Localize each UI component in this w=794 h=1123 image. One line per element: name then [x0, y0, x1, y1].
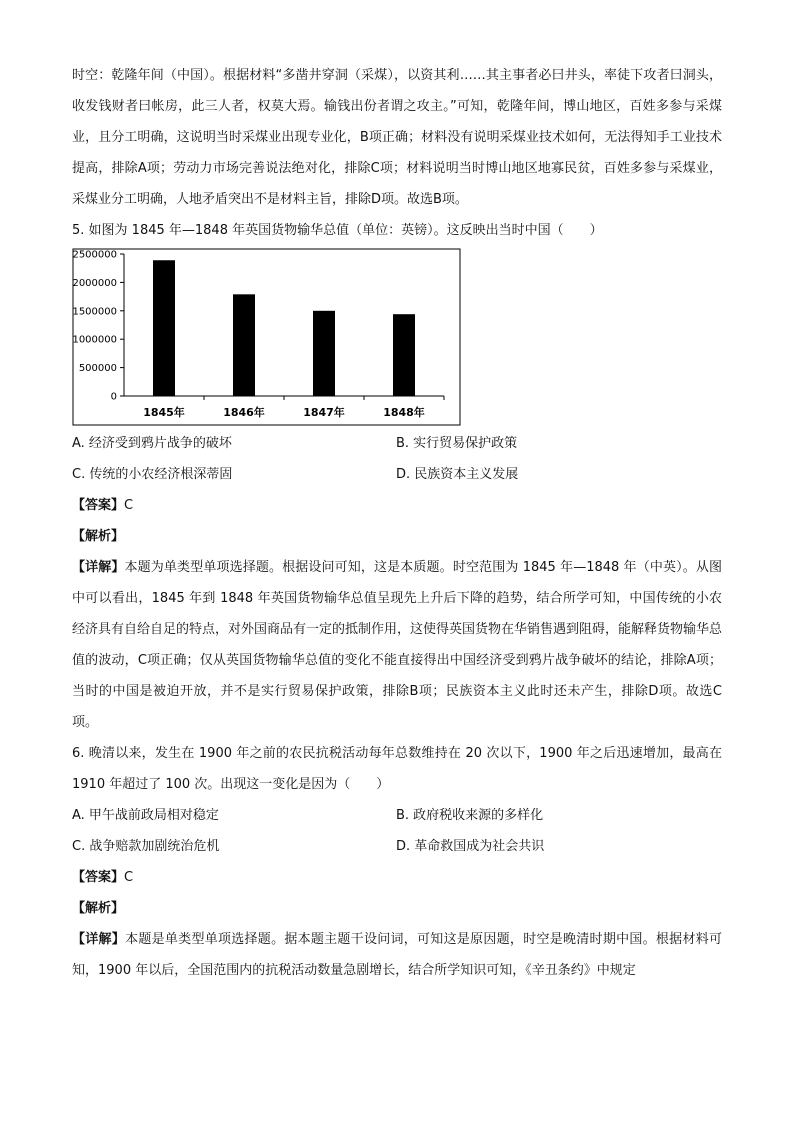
y-tick-label: 0 [110, 391, 117, 403]
q5-detail-label: 【详解】 [72, 560, 125, 575]
q5-options [72, 428, 722, 490]
q6-answer-label: 【答案】 [72, 870, 125, 885]
bar [393, 314, 415, 396]
q5-stem: 5. 如图为 1845 年—1848 年英国货物输华总值（单位：英镑）。这反映出当时中国（ ） [72, 223, 603, 238]
q6-jiexi-label: 【解析】 [72, 901, 125, 916]
y-tick-label: 2500000 [72, 249, 117, 261]
q5-answer-label: 【答案】 [72, 498, 125, 513]
q5-detail-text: 本题为单类型单项选择题。根据设问可知，这是本质题。时空范围为 1845 年—1848 年（中英）。从图中可以看出，1845 年到 1848 年英国货物输华总值呈现先上升后下降的趋势，结合所学可知，中国传统的小农经济具有自给自足的特点，对外国商品有一定的抵制作用，这使得英国货物在华销售遇到阻碍，能解释货物输华总值的波动，C项正确；仅从英国货物输华总值的变化不能直接得出中国经济受到鸦片战争破坏的结论，排除A项；当时的中国是被迫开放，并不是实行贸易保护政策，排除B项；民族资本主义此时还未产生，排除D项。故选C项。 [72, 560, 723, 730]
q5-chart-svg [72, 248, 462, 428]
y-tick-label: 1000000 [72, 334, 117, 346]
q6-detail-label: 【详解】 [72, 932, 126, 947]
q6-detail-text: 本题是单类型单项选择题。据本题主题干设问词，可知这是原因题，时空是晚清时期中国。根据材料可知，1900 年以后，全国范围内的抗税活动数量急剧增长，结合所学知识可知，《辛丑条约》中规定 [72, 932, 722, 978]
x-tick-label: 1848年 [383, 406, 425, 419]
q6-options [72, 800, 722, 862]
q4-analysis-tail: 时空：乾隆年间（中国）。根据材料“多凿井穿洞（采煤），以资其利……其主事者必曰井头，率徒下攻者曰洞头，收发钱财者曰帐房，此三人者，权莫大焉。输钱出份者谓之攻主。”可知，乾隆年间，博山地区，百姓多参与采煤业，且分工明确，这说明当时采煤业出现专业化，B项正确；材料没有说明采煤业技术如何，无法得知手工业技术提高，排除A项；劳动力市场完善说法绝对化，排除C项；材料说明当时博山地区地寡民贫，百姓多参与采煤业，采煤业分工明确，人地矛盾突出不是材料主旨，排除D项。故选B项。 [72, 68, 722, 207]
q5-option-d[interactable]: D. 民族资本主义发展 [396, 467, 519, 482]
q5-option-c[interactable]: C. 传统的小农经济根深蒂固 [72, 467, 233, 482]
q6-option-a[interactable]: A. 甲午战前政局相对稳定 [72, 808, 219, 823]
y-tick-label: 1500000 [72, 306, 117, 318]
q5-jiexi-label: 【解析】 [72, 529, 125, 544]
bar [153, 260, 175, 396]
q5-jiexi [72, 521, 722, 552]
y-tick-label: 500000 [78, 363, 117, 375]
q6-answer-value: C [124, 870, 134, 885]
q6-detail [72, 924, 722, 986]
q6-option-d[interactable]: D. 革命救国成为社会共识 [396, 839, 545, 854]
x-tick-label: 1847年 [303, 406, 345, 419]
bar [313, 311, 335, 396]
q5-answer [72, 490, 722, 521]
q5-option-a[interactable]: A. 经济受到鸦片战争的破坏 [72, 436, 232, 451]
q5-answer-value: C [124, 498, 134, 513]
x-tick-label: 1845年 [143, 406, 185, 419]
q5-bar-chart [72, 248, 462, 428]
q5-detail [72, 552, 722, 738]
bar [233, 294, 255, 396]
q6-answer [72, 862, 722, 893]
q6-stem: 6. 晚清以来，发生在 1900 年之前的农民抗税活动每年总数维持在 20 次以下，1900 年之后迅速增加，最高在 1910 年超过了 100 次。出现这一变化是因为（ ） [72, 746, 722, 792]
q6-option-b[interactable]: B. 政府税收来源的多样化 [396, 808, 544, 823]
q5-option-b[interactable]: B. 实行贸易保护政策 [396, 436, 518, 451]
q6-jiexi [72, 893, 722, 924]
y-tick-label: 2000000 [72, 277, 117, 289]
q6-option-c[interactable]: C. 战争赔款加剧统治危机 [72, 839, 220, 854]
document-page [72, 60, 722, 986]
x-tick-label: 1846年 [223, 406, 265, 419]
